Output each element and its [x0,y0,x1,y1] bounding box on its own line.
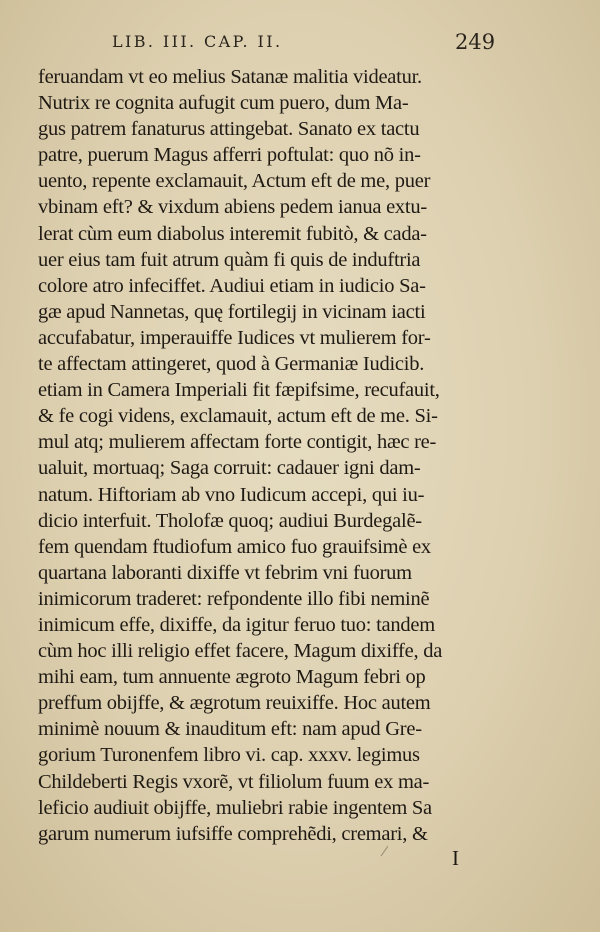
page-number: 249 [455,30,496,54]
body-text [38,64,516,847]
signature-mark: I [452,846,459,870]
text-line: uento, repente exclamauit, Actum eft de me, puer [38,170,431,193]
text-line: gæ apud Nannetas, quę fortilegij in vicinam iacti [38,300,426,323]
text-line: accufabatur, imperauiffe Iudices vt mulierem for- [38,326,431,349]
text-line: lerat cùm eum diabolus interemit fubitò, & cada- [38,222,427,245]
text-line: mul atq; mulierem affectam forte contigit, hæc re- [38,431,437,454]
running-head: LIB. III. CAP. II. [112,32,283,51]
text-line: dicio interfuit. Tholofæ quoq; audiui Burdegalẽ- [38,509,422,532]
text-line: etiam in Camera Imperiali fit fæpifsime, recufauit, [38,379,440,402]
text-line: Childeberti Regis vxorẽ, vt filiolum fuum ex ma- [38,770,430,793]
text-line: garum numerum iufsiffe comprehẽdi, cremari, & [38,822,428,845]
text-line: cùm hoc illi religio effet facere, Magum dixiffe, da [38,640,443,663]
text-line: feruandam vt eo melius Satanæ malitia videatur. [38,66,422,88]
text-line: inimicum effe, dixiffe, da igitur feruo tuo: tandem [38,613,435,636]
text-line: leficio audiuit obijffe, muliebri rabie ingentem Sa [38,796,432,819]
text-line: patre, puerum Magus afferri poftulat: quo nõ in- [38,144,421,167]
text-line: quartana laboranti dixiffe vt febrim vni fuorum [38,561,412,584]
text-line: & fe cogi videns, exclamauit, actum eft de me. Si- [38,405,438,428]
text-line: fem quendam ftudiofum amico fuo grauifsimè ex [38,535,431,558]
text-line: mihi eam, tum annuente ægroto Magum febri op [38,666,426,689]
text-line: preffum obijffe, & ægrotum reuixiffe. Hoc autem [38,692,431,715]
text-line: inimicorum traderet: refpondente illo fibi neminẽ [38,587,430,610]
page-header [0,30,600,58]
text-line: gus patrem fanaturus attingebat. Sanato ex tactu [38,118,420,141]
text-line: uer eius tam fuit atrum quàm fi quis de induftria [38,248,421,271]
text-line: colore atro infeciffet. Audiui etiam in iudicio Sa- [38,274,426,297]
text-line: gorium Turonenfem libro vi. cap. xxxv. legimus [38,744,420,767]
text-line: vbinam eft? & vixdum abiens pedem ianua extu- [38,196,427,219]
stray-ink-mark [381,846,397,862]
text-line: Nutrix re cognita aufugit cum puero, dum Ma- [38,92,409,115]
text-line: minimè nouum & inauditum eft: nam apud Gre- [38,718,422,741]
text-line: natum. Hiftoriam ab vno Iudicum accepi, qui iu- [38,483,425,506]
text-line: ualuit, mortuaq; Saga corruit: cadauer igni dam- [38,457,421,480]
text-line: te affectam attingeret, quod à Germaniæ Iudicib. [38,353,425,376]
